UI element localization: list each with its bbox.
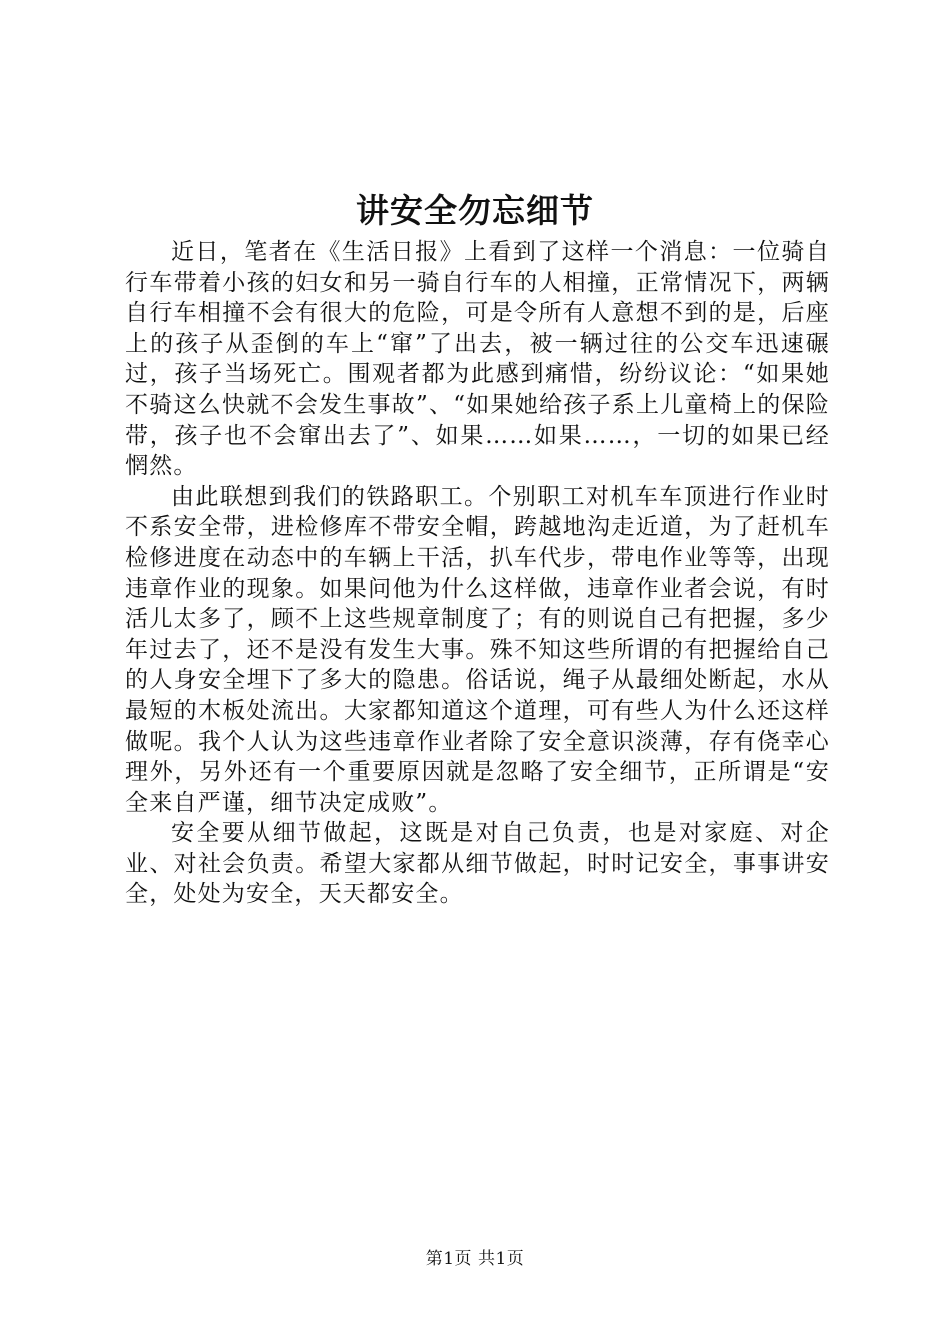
paragraph-1: 近日，笔者在《生活日报》上看到了这样一个消息：一位骑自行车带着小孩的妇女和另一骑自行车的人相撞，正常情况下，两辆自行车相撞不会有很大的危险，可是令所有人意想不到的是，后座上的孩子从歪倒的车上“窜”了出去，被一辆过往的公交车迅速碾过，孩子当场死亡。围观者都为此感到痛惜，纷纷议论：“如果她不骑这么快就不会发生事故”、“如果她给孩子系上儿童椅上的保险带，孩子也不会窜出去了”、如果……如果……，一切的如果已经惘然。 (125, 239, 830, 480)
paragraph-2: 由此联想到我们的铁路职工。个别职工对机车车顶进行作业时不系安全带，进检修库不带安全帽，跨越地沟走近道，为了赶机车检修进度在动态中的车辆上干活，扒车代步，带电作业等等，出现违章作业的现象。如果问他为什么这样做，违章作业者会说，有时活儿太多了，顾不上这些规章制度了；有的则说自己有把握，多少年过去了，还不是没有发生大事。殊不知这些所谓的有把握给自己的人身安全埋下了多大的隐患。俗话说，绳子从最细处断起，水从最短的木板处流出。大家都知道这个道理，可有些人为什么还这样做呢。我个人认为这些违章作业者除了安全意识淡薄，存有侥幸心理外，另外还有一个重要原因就是忽略了安全细节，正所谓是“安全来自严谨，细节决定成败”。 (125, 483, 830, 816)
document-body (125, 237, 830, 910)
page-number-footer: 第1页 共1页 (425, 1249, 525, 1269)
document-title: 讲安全勿忘细节 (356, 191, 594, 230)
paragraph-3: 安全要从细节做起，这既是对自己负责，也是对家庭、对企业、对社会负责。希望大家都从细节做起，时时记安全，事事讲安全，处处为安全，天天都安全。 (125, 820, 830, 908)
